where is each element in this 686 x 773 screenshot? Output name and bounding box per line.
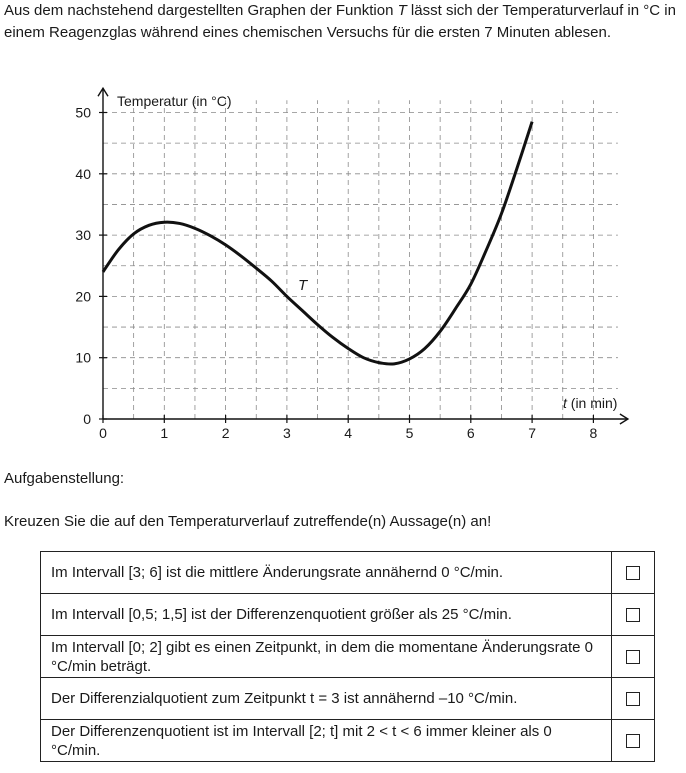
statement-1: Im Intervall [3; 6] ist die mittlere Änderungsrate annähernd 0 °C/min. bbox=[41, 552, 612, 594]
option-row bbox=[41, 678, 655, 720]
x-tick-label: 2 bbox=[221, 425, 230, 441]
checkbox-2[interactable] bbox=[626, 608, 640, 622]
function-symbol: T bbox=[397, 2, 407, 19]
intro-text bbox=[4, 0, 680, 44]
x-axis-var: t bbox=[563, 395, 567, 411]
y-tick-label: 20 bbox=[75, 288, 91, 305]
option-row bbox=[41, 552, 655, 594]
y-tick-label: 0 bbox=[83, 411, 91, 427]
axes bbox=[98, 88, 628, 424]
x-tick-label: 4 bbox=[344, 425, 353, 441]
statement-4: Der Differenzialquotient zum Zeitpunkt t = 3 ist annähernd –10 °C/min. bbox=[41, 678, 612, 720]
x-tick-label: 7 bbox=[528, 425, 536, 441]
x-tick-label: 6 bbox=[466, 425, 475, 441]
ticks bbox=[75, 105, 597, 442]
option-row bbox=[41, 594, 655, 636]
x-tick-label: 5 bbox=[405, 425, 414, 441]
chart-svg bbox=[0, 82, 686, 452]
intro-text-a: Aus dem nachstehend dargestellten Graphen der Funktion bbox=[4, 2, 398, 19]
x-axis-label bbox=[563, 395, 617, 411]
curve-label: T bbox=[298, 277, 308, 294]
x-tick-label: 8 bbox=[589, 425, 598, 441]
x-tick-label: 3 bbox=[283, 425, 291, 441]
checkbox-1[interactable] bbox=[626, 566, 640, 580]
intro-text-b: lässt sich der Temperaturverlauf in °C in einem Reagenzglas während eines chemischen Versuchs für die ersten 7 Minuten ablesen. bbox=[4, 2, 676, 41]
task-heading: Aufgabenstellung: bbox=[4, 470, 125, 487]
y-axis-label: Temperatur (in °C) bbox=[117, 93, 232, 109]
statement-3: Im Intervall [0; 2] gibt es einen Zeitpunkt, in dem die momentane Änderungsrate 0 °C/min beträgt. bbox=[41, 636, 612, 678]
option-row bbox=[41, 720, 655, 762]
y-tick-label: 50 bbox=[75, 104, 91, 121]
temperature-chart bbox=[0, 82, 686, 452]
checkbox-4[interactable] bbox=[626, 692, 640, 706]
x-tick-label: 1 bbox=[160, 425, 169, 441]
grid bbox=[103, 100, 618, 419]
x-tick-label: 0 bbox=[99, 425, 107, 441]
checkbox-5[interactable] bbox=[626, 734, 640, 748]
task-instruction: Kreuzen Sie die auf den Temperaturverlauf zutreffende(n) Aussage(n) an! bbox=[4, 513, 492, 530]
x-axis-unit: (in min) bbox=[566, 395, 618, 411]
statement-2: Im Intervall [0,5; 1,5] ist der Differenzenquotient größer als 25 °C/min. bbox=[41, 594, 612, 636]
y-tick-label: 30 bbox=[75, 227, 91, 244]
options-table bbox=[40, 551, 655, 762]
statement-5: Der Differenzenquotient ist im Intervall [2; t] mit 2 < t < 6 immer kleiner als 0 °C/min. bbox=[41, 720, 612, 762]
option-row bbox=[41, 636, 655, 678]
checkbox-3[interactable] bbox=[626, 650, 640, 664]
y-tick-label: 10 bbox=[75, 349, 91, 366]
y-tick-label: 40 bbox=[75, 165, 91, 182]
